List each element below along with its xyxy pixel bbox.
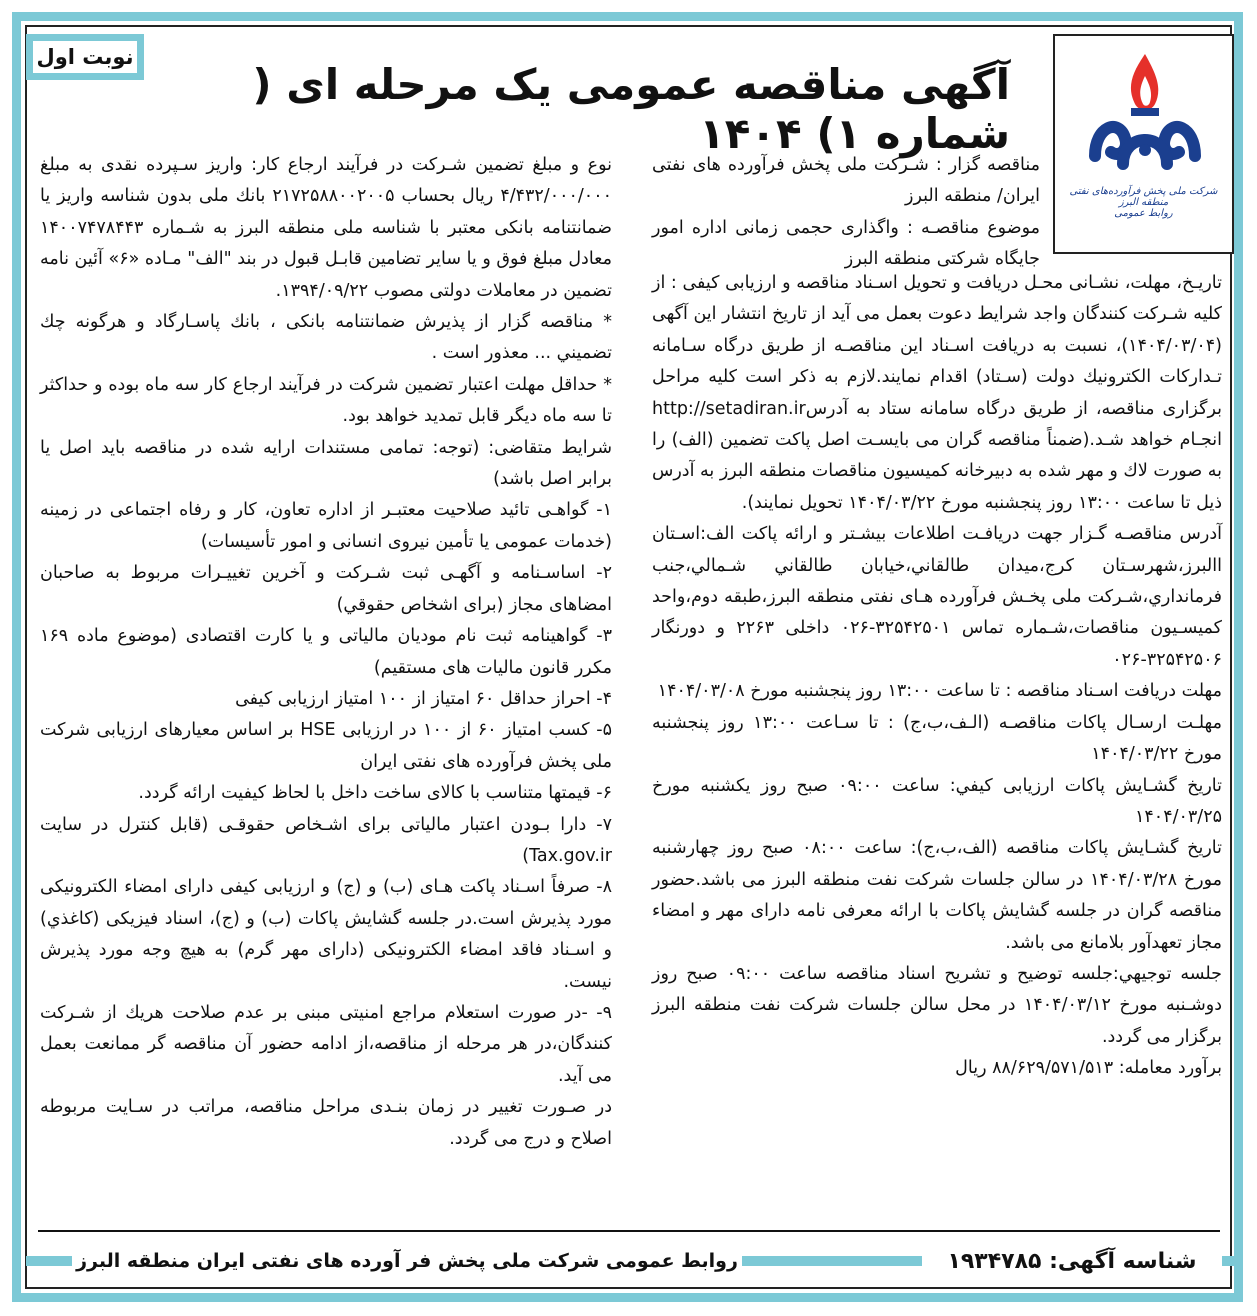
logo-caption: شرکت ملی پخش فرآورده‌های نفتی منطقه البرز [1069, 186, 1218, 208]
footer-divider [38, 1230, 1220, 1232]
tender-organizer: مناقصه گزار : شـرکت ملی پخش فرآورده های نفتی ایران/ منطقه البرز [652, 155, 1040, 207]
right-column-body [652, 268, 1222, 1085]
qualification-opening: تاریخ گشـایش پاکات ارزیابی کیفي: ساعت ۰۹:۰۰ صبح روز یکشنبه مورخ ۱۴۰۴/۰۳/۲۵ [652, 775, 1222, 827]
requirement-item: ۶- قیمتها متناسب با کالای ساخت داخل با لحاظ کیفیت ارائه گردد. [138, 783, 612, 804]
briefing-session: جلسه توجیهي:جلسه توضیح و تشریح اسناد مناقصه ساعت ۰۹:۰۰ صبح روز دوشـنبه مورخ ۱۴۰۴/۰۳/۱۲ در محل سالن جلسات شرکت نفت منطقه البرز برگزار می گردد. [652, 963, 1222, 1047]
ad-id: شناسه آگهی: ۱۹۳۴۷۸۵ [922, 1242, 1222, 1280]
documents-paragraph: تاریـخ، مهلت، نشـانی محـل دریافت و تحویل اسـناد مناقصه و ارزیابی کیفی : از کلیه شـرکت کنندگان واجد شرایط دعوت بعمل می آید از تاریخ انتشار این آگهی (۱۴۰۴/۰۳/۰۴)، نسبت به دریافت اسـناد این مناقصـه از طریق درگاه سـامانه تـدارکات الکترونیك دولت (سـتاد) اقدام نمایند.لازم به ذکر است کلیه مراحل برگزاری مناقصه، از طریق درگاه سامانه ستاد به آدرسhttp://setadiran.ir انجـام خواهد شـد.(ضمناً مناقصه گران می بایسـت اصل پاکت تضمین (الف) را به صورت لاك و مهر شده به دبیرخانه کمیسیون مناقصات منطقه البرز به آدرس ذیل تا ساعت ۱۳:۰۰ روز پنجشنبه مورخ ۱۴۰۴/۰۳/۲۲ تحویل نمایند). [651, 273, 1222, 513]
guarantee-paragraph: نوع و مبلغ تضمین شـرکت در فرآیند ارجاع کار: واریز سـپرده نقدی به مبلغ ۴/۴۳۲/۰۰۰/۰۰۰ ریال بحساب ۲۱۷۲۵۸۸۰۰۲۰۰۵ بانك ملی بدون شناسه واریز یا ضمانتنامه بانکی معتبر با شناسه ملی منطقه البرز به شـماره ۱۴۰۰۷۴۷۸۴۴۳ معادل مبلغ فوق و یا سایر تضامین قابـل قبول در بند "الف" مـاده «۶» آئین نامه تضمین در معاملات دولتی مصوب ۱۳۹۴/۰۹/۲۲. [40, 155, 612, 301]
requirement-item: ۲- اساسـنامه و آگهـی ثبت شـرکت و آخرین تغییـرات مربوط به صاحبان امضاهای مجاز (برای اشخاص حقوقي) [40, 563, 612, 615]
submission-deadline: مهلـت ارسـال پاکات مناقصـه (الـف،ب،ج) : تا سـاعت ۱۳:۰۰ روز پنجشنبه مورخ ۱۴۰۴/۰۳/۲۲ [652, 712, 1222, 765]
requirement-item: ۷- دارا بـودن اعتبار مالیاتی برای اشـخاص حقوقـی (قابل کنترل در سایت Tax.gov.ir) [40, 814, 612, 866]
estimated-value: برآورد معامله: ۸۸/۶۲۹/۵۷۱/۵۱۳ ریال [955, 1058, 1222, 1079]
requirement-item: ۳- گواهینامه ثبت نام مودیان مالیاتی و یا کارت اقتصادی (موضوع ماده ۱۶۹ مکرر قانون مالیات های مستقیم) [40, 626, 612, 678]
guarantee-note-1: * مناقصه گزار از پذیرش ضمانتنامه بانکی ، بانك پاسـارگاد و هرگونه چك تضمیني ... معذور است . [40, 312, 612, 364]
logo-subcaption: روابط عمومی [1114, 208, 1173, 219]
requirement-item: ۵- کسب امتیاز ۶۰ از ۱۰۰ در ارزیابی HSE بر اساس معیارهای ارزیابی شرکت ملی پخش فرآورده های نفتی ایران [40, 720, 612, 772]
tender-opening: تاریخ گشـایش پاکات مناقصه (الف،ب،ج): ساعت ۰۸:۰۰ صبح روز چهارشنبه مورخ ۱۴۰۴/۰۳/۲۸ در سالن جلسات شرکت نفت منطقه البرز می باشد.حضور مناقصه گران در جلسه گشایش پاکات با ارائه معرفی نامه دارای مهر و امضاء مجاز تعهدآور بلامانع می باشد. [652, 838, 1222, 953]
logo-box [1053, 34, 1234, 254]
document-deadline: مهلت دریافت اسـناد مناقصه : تا ساعت ۱۳:۰۰ روز پنجشنبه مورخ ۱۴۰۴/۰۳/۰۸ [657, 681, 1222, 702]
guarantee-note-2: * حداقل مهلت اعتبار تضمین شرکت در فرآیند ارجاع کار سه ماه بوده و حداکثر تا سه ماه دیگر قابل تمدید خواهد بود. [40, 374, 612, 427]
requirement-item: ۸- صرفاً اسـناد پاکت هـای (ب) و (ج) و ارزیابی کیفی دارای امضاء الکترونیکی مورد پذیرش است.در جلسه گشایش پاکات (ب) و (ج)، اسناد فیزیکی (کاغذي) و اسـناد فاقد امضاء الکترونیکی (دارای مهر گرم) به هیچ وجه مورد پذیرش نیست. [40, 877, 612, 992]
left-column [40, 150, 612, 1155]
publication-badge: نوبت اول [26, 34, 144, 80]
right-column-top [652, 150, 1040, 276]
requirement-item: ۴- احراز حداقل ۶۰ امتیاز از ۱۰۰ امتیاز ارزیابی کیفی [235, 688, 612, 709]
footer [26, 1236, 1234, 1286]
tender-subject: موضوع مناقصـه : واگذاری حجمی زمانی اداره امور جایگاه شرکتی منطقه البرز [652, 217, 1040, 270]
schedule-change-note: در صـورت تغییر در زمان بنـدی مراحل مناقصه، مراتب در سـایت مربوطه اصلاح و درج می گردد. [40, 1097, 612, 1149]
footer-publisher: روابط عمومی شرکت ملی پخش فر آورده های نفتی ایران منطقه البرز [72, 1242, 742, 1280]
requirements-heading: شرایط متقاضی: (توجه: تمامی مستندات ارایه شده در مناقصه باید اصل یا برابر اصل باشد) [40, 437, 612, 490]
page-title: آگهی مناقصه عمومی یک مرحله ای ( شماره ۱) ۱۴۰۴ [252, 60, 1010, 158]
address-paragraph: آدرس مناقصـه گـزار جهت دریافـت اطلاعات بیشـتر و ارائه پاکت الف:اسـتان االبرز،شهرسـتان کرج،میدان طالقاني،خیابان طالقاني شـمالي،جنب فرمانداري،شـرکت ملی پخـش فرآورده هـای نفتی منطقه البرز،طبقه دوم،واحد کمیسـیون مناقصات،شـماره تماس ۳۲۵۴۲۵۰۱-۰۲۶ داخلی ۲۲۶۳ و دورنگار ۳۲۵۴۲۵۰۶-۰۲۶ [652, 524, 1223, 670]
company-logo-icon [1079, 46, 1211, 186]
requirement-item: ۹- -در صورت استعلام مراجع امنیتی مبنی بر عدم صلاحت هریك از شـرکت کنندگان،در هر مرحله از مناقصه،از ادامه حضور آن مناقصه گر ممانعت بعمل می آید. [40, 1002, 612, 1086]
requirement-item: ۱- گواهـی تائید صلاحیت معتبـر از اداره تعاون، کار و رفاه اجتماعی در زمینه (خدمات عمومی یا تأمین نیروی انسانی و امور تأسیسات) [40, 500, 612, 552]
